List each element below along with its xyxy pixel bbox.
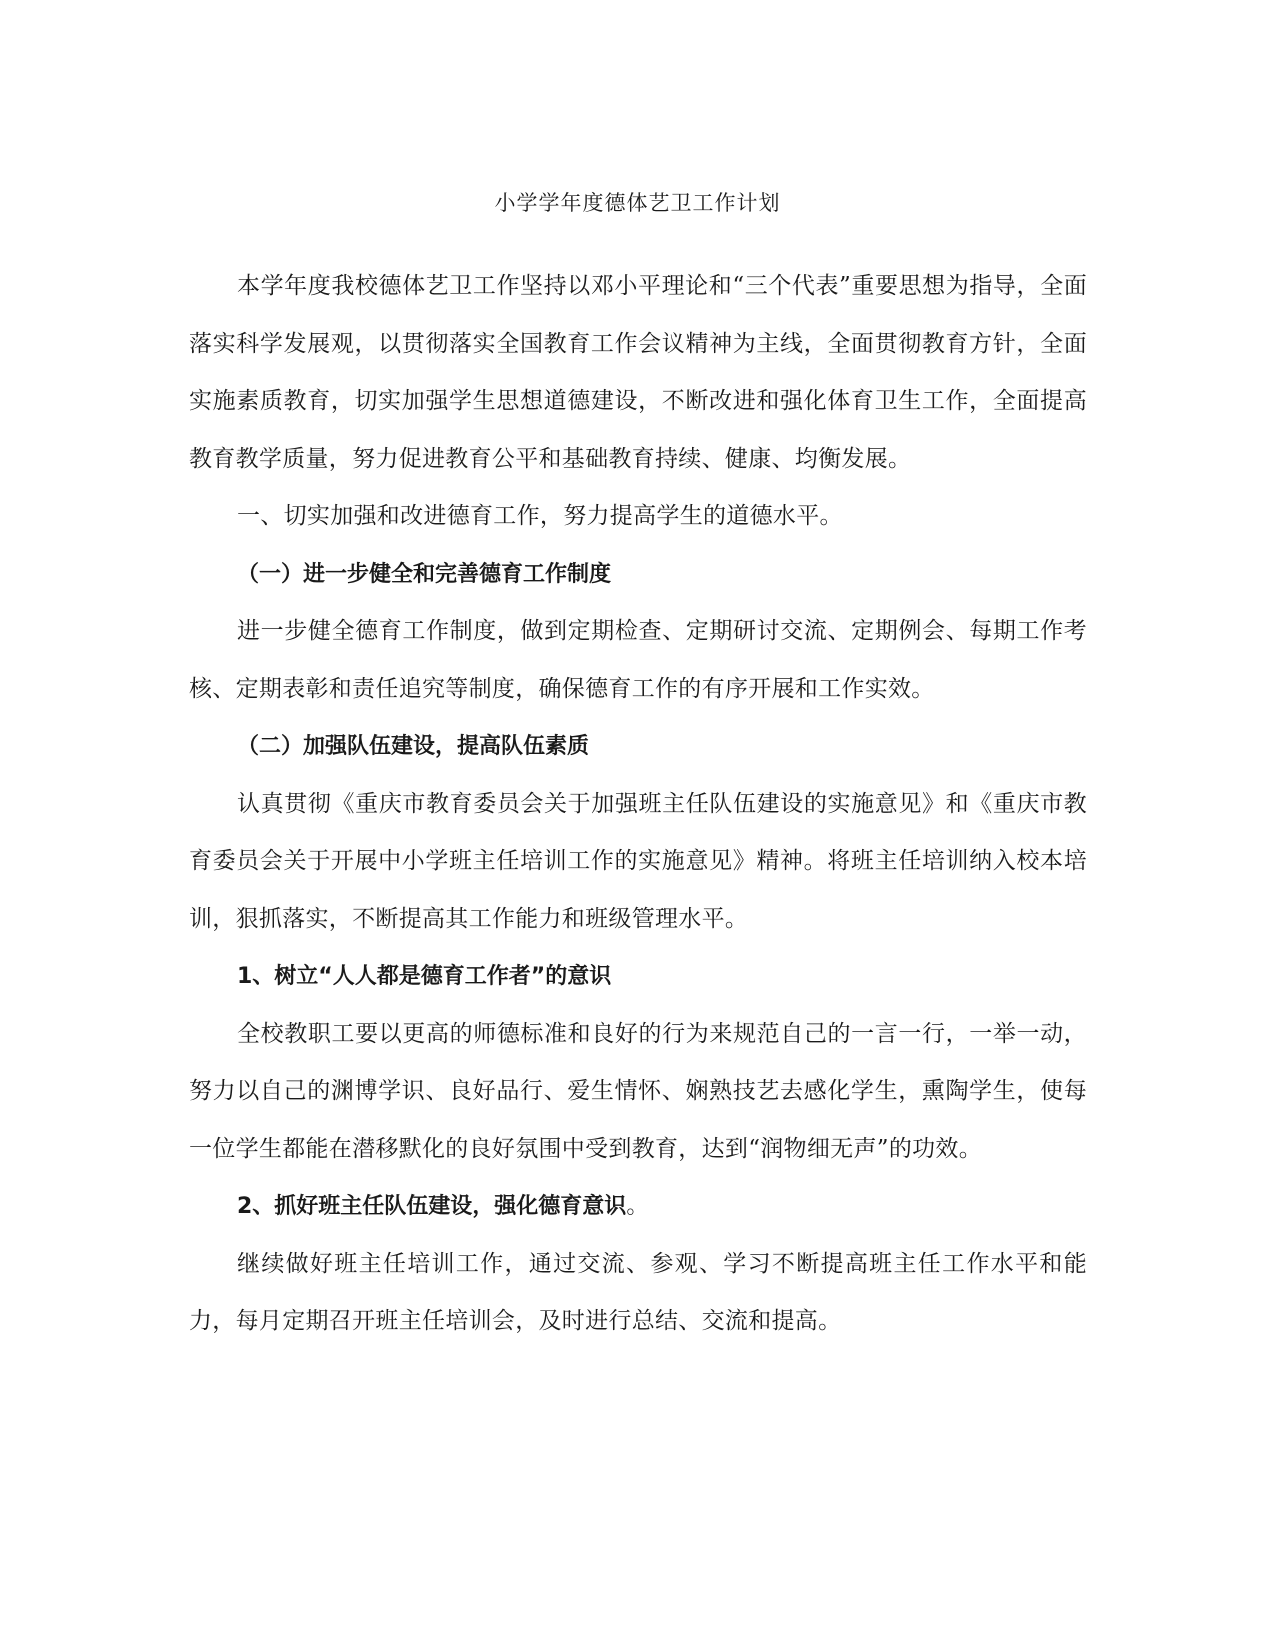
item-2-heading-line [189, 1178, 1087, 1236]
item-1-heading: 1、树立“人人都是德育工作者”的意识 [237, 964, 612, 989]
item-2-paragraph: 继续做好班主任培训工作，通过交流、参观、学习不断提高班主任工作水平和能力，每月定期召开班主任培训会，及时进行总结、交流和提高。 [189, 1250, 1087, 1334]
document-body [189, 258, 1087, 1351]
subsection-1-heading: （一）进一步健全和完善德育工作制度 [237, 561, 612, 587]
subsection-2-heading: （二）加强队伍建设，提高队伍素质 [237, 734, 590, 759]
subsection-2-paragraph: 认真贯彻《重庆市教育委员会关于加强班主任队伍建设的实施意见》和《重庆市教育委员会关于开展中小学班主任培训工作的实施意见》精神。将班主任培训纳入校本培训，狠抓落实，不断提高其工作能力和班级管理水平。 [189, 790, 1087, 932]
document-title: 小学学年度德体艺卫工作计划 [494, 191, 781, 215]
intro-paragraph: 本学年度我校德体艺卫工作坚持以邓小平理论和“三个代表”重要思想为指导，全面落实科学发展观，以贯彻落实全国教育工作会议精神为主线，全面贯彻教育方针，全面实施素质教育，切实加强学生思想道德建设，不断改进和强化体育卫生工作，全面提高教育教学质量，努力促进教育公平和基础教育持续、健康、均衡发展。 [189, 273, 1087, 472]
subsection-1-paragraph: 进一步健全德育工作制度，做到定期检查、定期研讨交流、定期例会、每期工作考核、定期表彰和责任追究等制度，确保德育工作的有序开展和工作实效。 [189, 618, 1087, 702]
item-2-heading-period: 。 [626, 1194, 649, 1219]
item-1-paragraph: 全校教职工要以更高的师德标准和良好的行为来规范自己的一言一行，一举一动，努力以自己的渊博学识、良好品行、爱生情怀、娴熟技艺去感化学生，熏陶学生，使每一位学生都能在潜移默化的良好氛围中受到教育，达到“润物细无声”的功效。 [189, 1020, 1087, 1162]
item-2-heading: 2、抓好班主任队伍建设，强化德育意识 [237, 1194, 627, 1219]
section-1-heading: 一、切实加强和改进德育工作，努力提高学生的道德水平。 [237, 503, 843, 529]
